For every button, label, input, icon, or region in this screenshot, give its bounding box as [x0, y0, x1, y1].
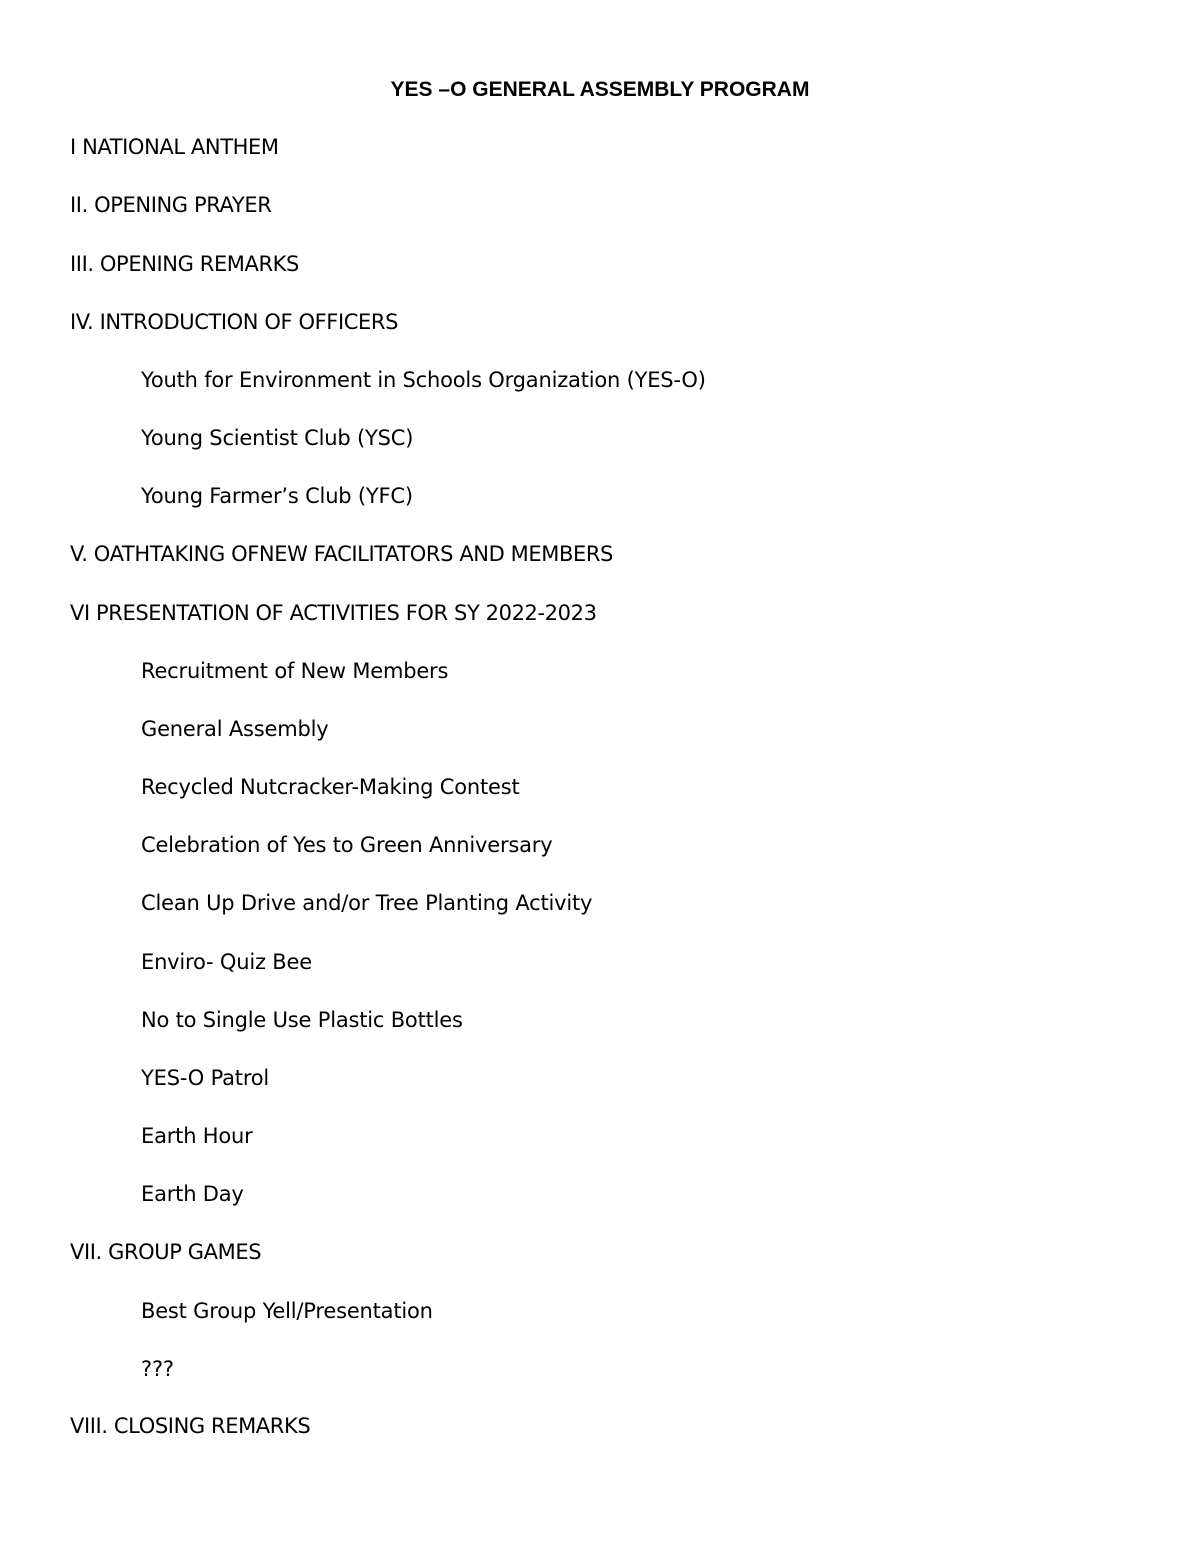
page-title: YES –O GENERAL ASSEMBLY PROGRAM	[390, 78, 810, 101]
officer-item: Youth for Environment in Schools Organization (YES-O)	[141, 368, 706, 392]
activity-item: Clean Up Drive and/or Tree Planting Activity	[141, 891, 593, 915]
activity-item: Celebration of Yes to Green Anniversary	[141, 833, 553, 857]
activity-item: General Assembly	[141, 717, 329, 741]
section-heading-oathtaking: V. OATHTAKING OFNEW FACILITATORS AND MEMBERS	[70, 542, 613, 566]
section-heading-introduction-of-officers: IV. INTRODUCTION OF OFFICERS	[70, 310, 399, 334]
section-heading-national-anthem: I NATIONAL ANTHEM	[70, 135, 279, 159]
officer-item: Young Farmer’s Club (YFC)	[141, 484, 413, 508]
activity-item: Recruitment of New Members	[141, 659, 449, 683]
activity-item: Enviro- Quiz Bee	[141, 950, 312, 974]
section-heading-presentation-of-activities: VI PRESENTATION OF ACTIVITIES FOR SY 2022-2023	[70, 601, 597, 625]
activity-item: YES-O Patrol	[141, 1066, 270, 1090]
game-item: ???	[141, 1357, 174, 1381]
activity-item: Earth Day	[141, 1182, 244, 1206]
activity-item: Recycled Nutcracker-Making Contest	[141, 775, 520, 799]
section-heading-group-games: VII. GROUP GAMES	[70, 1240, 262, 1264]
game-item: Best Group Yell/Presentation	[141, 1299, 433, 1323]
officer-item: Young Scientist Club (YSC)	[141, 426, 414, 450]
section-heading-opening-prayer: II. OPENING PRAYER	[70, 193, 272, 217]
activity-item: No to Single Use Plastic Bottles	[141, 1008, 463, 1032]
section-heading-closing-remarks: VIII. CLOSING REMARKS	[70, 1414, 311, 1438]
activity-item: Earth Hour	[141, 1124, 253, 1148]
section-heading-opening-remarks: III. OPENING REMARKS	[70, 252, 299, 276]
